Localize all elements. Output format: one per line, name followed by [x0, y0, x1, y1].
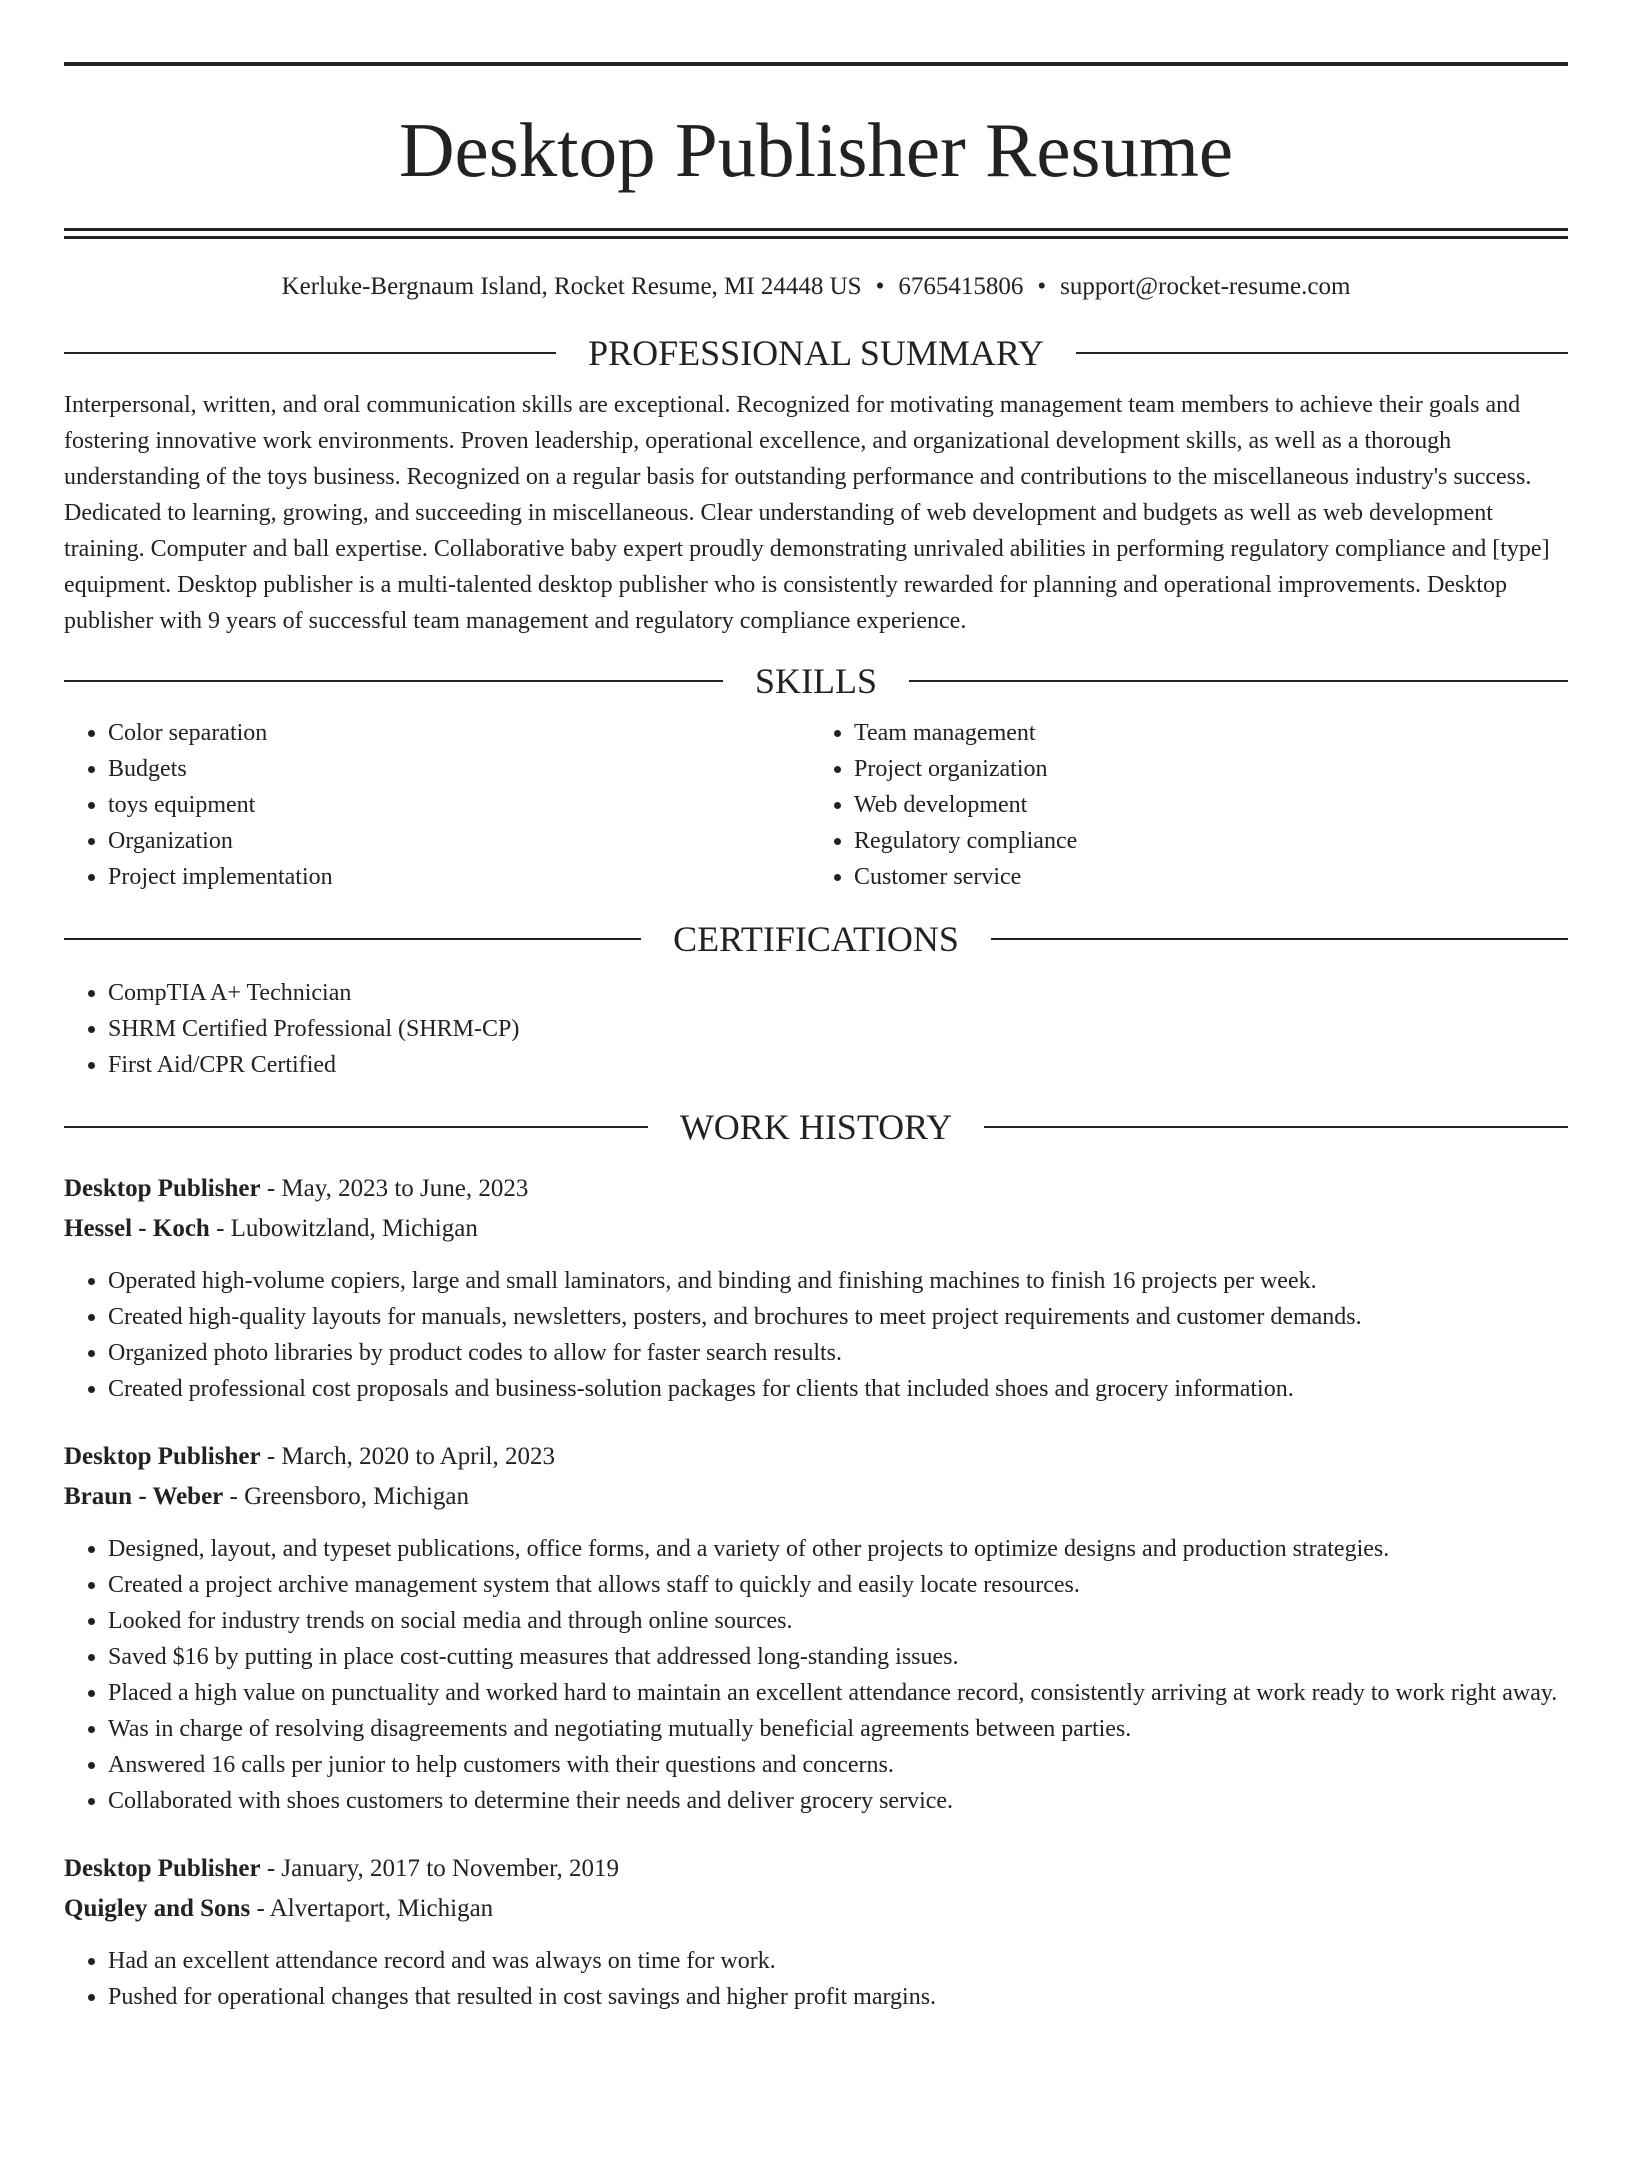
- job-dates: - January, 2017 to November, 2019: [260, 1855, 619, 1882]
- heading-rule-right: [991, 938, 1568, 940]
- resume-page: [0, 62, 1632, 2174]
- title-double-rule: [64, 228, 1568, 239]
- heading-rule-right: [984, 1126, 1568, 1128]
- heading-rule-right: [909, 680, 1568, 682]
- job-title: Desktop Publisher: [64, 1175, 261, 1202]
- job-entry: [64, 1437, 1568, 1819]
- job-entry: [64, 1849, 1568, 2015]
- job-bullet: • Placed a high value on punctuality and worked hard to maintain an excellent attendance record, consistently arriving at work ready to work right away.: [108, 1675, 1568, 1711]
- certifications-heading: [64, 917, 1568, 961]
- skills-heading-label: SKILLS: [755, 661, 878, 701]
- job-bullet: • Organized photo libraries by product codes to allow for faster search results.: [108, 1335, 1568, 1371]
- certification-item: • SHRM Certified Professional (SHRM-CP): [108, 1011, 1568, 1047]
- certification-item: • First Aid/CPR Certified: [108, 1047, 1568, 1083]
- contact-separator: •: [875, 273, 885, 300]
- job-location: - Greensboro, Michigan: [223, 1483, 470, 1510]
- job-location: - Lubowitzland, Michigan: [209, 1215, 478, 1242]
- page-title: Desktop Publisher Resume: [398, 107, 1234, 193]
- work-history-heading-label: WORK HISTORY: [679, 1107, 953, 1147]
- job-title-line: [64, 1169, 1568, 1209]
- job-company: Braun - Weber: [64, 1483, 224, 1510]
- job-company: Hessel - Koch: [64, 1215, 210, 1242]
- job-bullets: [64, 1263, 1568, 1407]
- job-dates: - March, 2020 to April, 2023: [260, 1443, 555, 1470]
- job-title: Desktop Publisher: [64, 1855, 261, 1882]
- contact-email: support@rocket-resume.com: [1060, 273, 1351, 300]
- job-bullet: • Collaborated with shoes customers to determine their needs and deliver grocery service.: [108, 1783, 1568, 1819]
- job-title-line: [64, 1437, 1568, 1477]
- job-bullets: [64, 1943, 1568, 2015]
- job-title-line: [64, 1849, 1568, 1889]
- job-bullet: • Designed, layout, and typeset publications, office forms, and a variety of other projects to optimize designs and production strategies.: [108, 1531, 1568, 1567]
- skill-item: • Web development: [854, 787, 1568, 823]
- certifications-heading-label: CERTIFICATIONS: [673, 919, 959, 959]
- skills-column-left: [64, 715, 816, 895]
- heading-rule-left: [64, 1126, 648, 1128]
- job-bullet: • Answered 16 calls per junior to help customers with their questions and concerns.: [108, 1747, 1568, 1783]
- summary-heading-label: PROFESSIONAL SUMMARY: [588, 333, 1044, 373]
- job-bullet: • Created professional cost proposals and business-solution packages for clients that included shoes and grocery information.: [108, 1371, 1568, 1407]
- top-rule: [64, 62, 1568, 66]
- contact-line: [64, 271, 1568, 303]
- skill-item: • Project implementation: [108, 859, 816, 895]
- certification-item: • CompTIA A+ Technician: [108, 975, 1568, 1011]
- contact-separator: •: [1037, 273, 1047, 300]
- skills-column-right: [816, 715, 1568, 895]
- job-title: Desktop Publisher: [64, 1443, 261, 1470]
- heading-rule-right: [1076, 352, 1568, 354]
- contact-phone: 6765415806: [898, 273, 1024, 300]
- work-history-heading: [64, 1105, 1568, 1149]
- heading-rule-left: [64, 352, 556, 354]
- skill-item: • Team management: [854, 715, 1568, 751]
- skills-heading: [64, 659, 1568, 703]
- skills-list: [64, 715, 1568, 895]
- skill-item: • Budgets: [108, 751, 816, 787]
- job-bullets: [64, 1531, 1568, 1819]
- job-company-line: [64, 1477, 1568, 1517]
- skill-item: • Project organization: [854, 751, 1568, 787]
- job-bullet: • Operated high-volume copiers, large and small laminators, and binding and finishing machines to finish 16 projects per week.: [108, 1263, 1568, 1299]
- heading-rule-left: [64, 938, 641, 940]
- summary-text: Interpersonal, written, and oral communication skills are exceptional. Recognized for motivating management team members to achieve their goals and fostering innovative work environments. Proven leadership, operational excellence, and organizational development skills, as well as a thorough understanding of the toys business. Recognized on a regular basis for outstanding performance and contributions to the miscellaneous industry's success. Dedicated to learning, growing, and succeeding in miscellaneous. Clear understanding of web development and budgets as well as web development training. Computer and ball expertise. Collaborative baby expert proudly demonstrating unrivaled abilities in performing regulatory compliance and [type] equipment. Desktop publisher is a multi-talented desktop publisher who is consistently rewarded for planning and operational improvements. Desktop publisher with 9 years of successful team management and regulatory compliance experience.: [64, 392, 1550, 634]
- job-bullet: • Was in charge of resolving disagreements and negotiating mutually beneficial agreements between parties.: [108, 1711, 1568, 1747]
- job-company: Quigley and Sons: [64, 1895, 251, 1922]
- heading-rule-left: [64, 680, 723, 682]
- job-bullet: • Saved $16 by putting in place cost-cutting measures that addressed long-standing issues.: [108, 1639, 1568, 1675]
- job-company-line: [64, 1209, 1568, 1249]
- job-company-line: [64, 1889, 1568, 1929]
- job-bullet: • Created a project archive management system that allows staff to quickly and easily locate resources.: [108, 1567, 1568, 1603]
- skill-item: • Regulatory compliance: [854, 823, 1568, 859]
- job-bullet: • Pushed for operational changes that resulted in cost savings and higher profit margins.: [108, 1979, 1568, 2015]
- skill-item: • Customer service: [854, 859, 1568, 895]
- job-bullet: • Created high-quality layouts for manuals, newsletters, posters, and brochures to meet project requirements and customer demands.: [108, 1299, 1568, 1335]
- job-bullet: • Looked for industry trends on social media and through online sources.: [108, 1603, 1568, 1639]
- certifications-list: [64, 975, 1568, 1083]
- skill-item: • Color separation: [108, 715, 816, 751]
- job-entry: [64, 1169, 1568, 1407]
- job-location: - Alvertaport, Michigan: [250, 1895, 494, 1922]
- skill-item: • toys equipment: [108, 787, 816, 823]
- contact-address: Kerluke-Bergnaum Island, Rocket Resume, MI 24448 US: [281, 273, 862, 300]
- skill-item: • Organization: [108, 823, 816, 859]
- job-bullet: • Had an excellent attendance record and was always on time for work.: [108, 1943, 1568, 1979]
- summary-heading: [64, 331, 1568, 375]
- job-dates: - May, 2023 to June, 2023: [260, 1175, 529, 1202]
